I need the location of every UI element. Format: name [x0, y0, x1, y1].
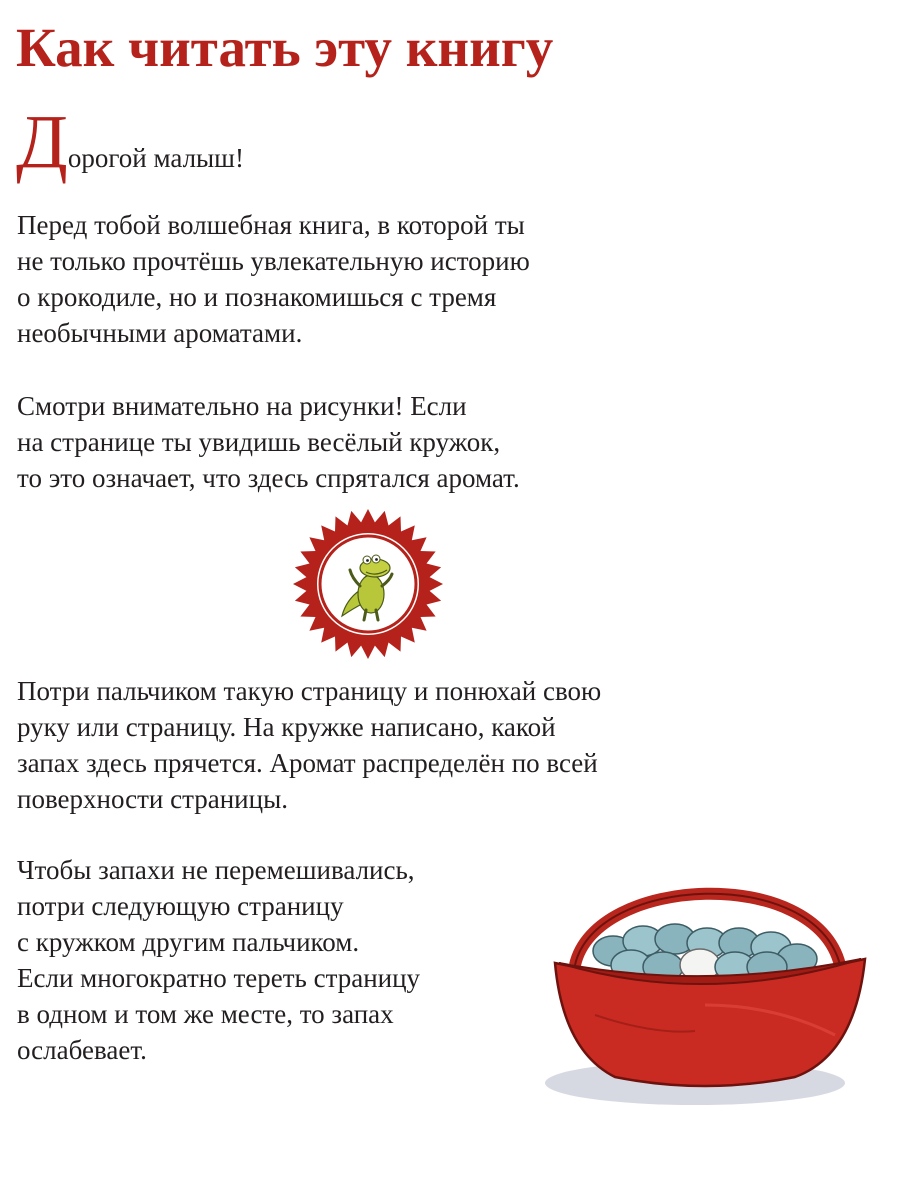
- text-line: ослабевает.: [17, 1035, 147, 1065]
- egg-basket-icon: [535, 855, 880, 1115]
- text-line: то это означает, что здесь спрятался аромат.: [17, 463, 520, 493]
- text-line: в одном и том же месте, то запах: [17, 999, 394, 1029]
- paragraph-look: [17, 388, 520, 496]
- text-line: поверхности страницы.: [17, 784, 288, 814]
- text-line: запах здесь прячется. Аромат распределён по всей: [17, 748, 598, 778]
- text-line: Потри пальчиком такую страницу и понюхай свою: [17, 676, 602, 706]
- page-title: Как читать эту книгу: [16, 17, 554, 78]
- text-line: Смотри внимательно на рисунки! Если: [17, 391, 467, 421]
- text-line: руку или страницу. На кружке написано, какой: [17, 712, 556, 742]
- paragraph-tips: [17, 852, 420, 1068]
- text-line: необычными ароматами.: [17, 318, 303, 348]
- text-line: на странице ты увидишь весёлый кружок,: [17, 427, 501, 457]
- crocodile-badge-icon: [292, 508, 444, 660]
- text-line: с кружком другим пальчиком.: [17, 927, 360, 957]
- paragraph-intro: [17, 207, 530, 351]
- text-line: не только прочтёшь увлекательную историю: [17, 246, 530, 276]
- greeting: [16, 100, 244, 188]
- text-line: о крокодиле, но и познакомишься с тремя: [17, 282, 497, 312]
- paragraph-rub: [17, 673, 601, 817]
- text-line: Чтобы запахи не перемешивались,: [17, 855, 415, 885]
- text-line: Перед тобой волшебная книга, в которой ты: [17, 210, 525, 240]
- greeting-text: орогой малыш!: [67, 143, 244, 173]
- drop-cap: Д: [16, 100, 68, 184]
- text-line: Если многократно тереть страницу: [17, 963, 421, 993]
- text-line: потри следующую страницу: [17, 891, 344, 921]
